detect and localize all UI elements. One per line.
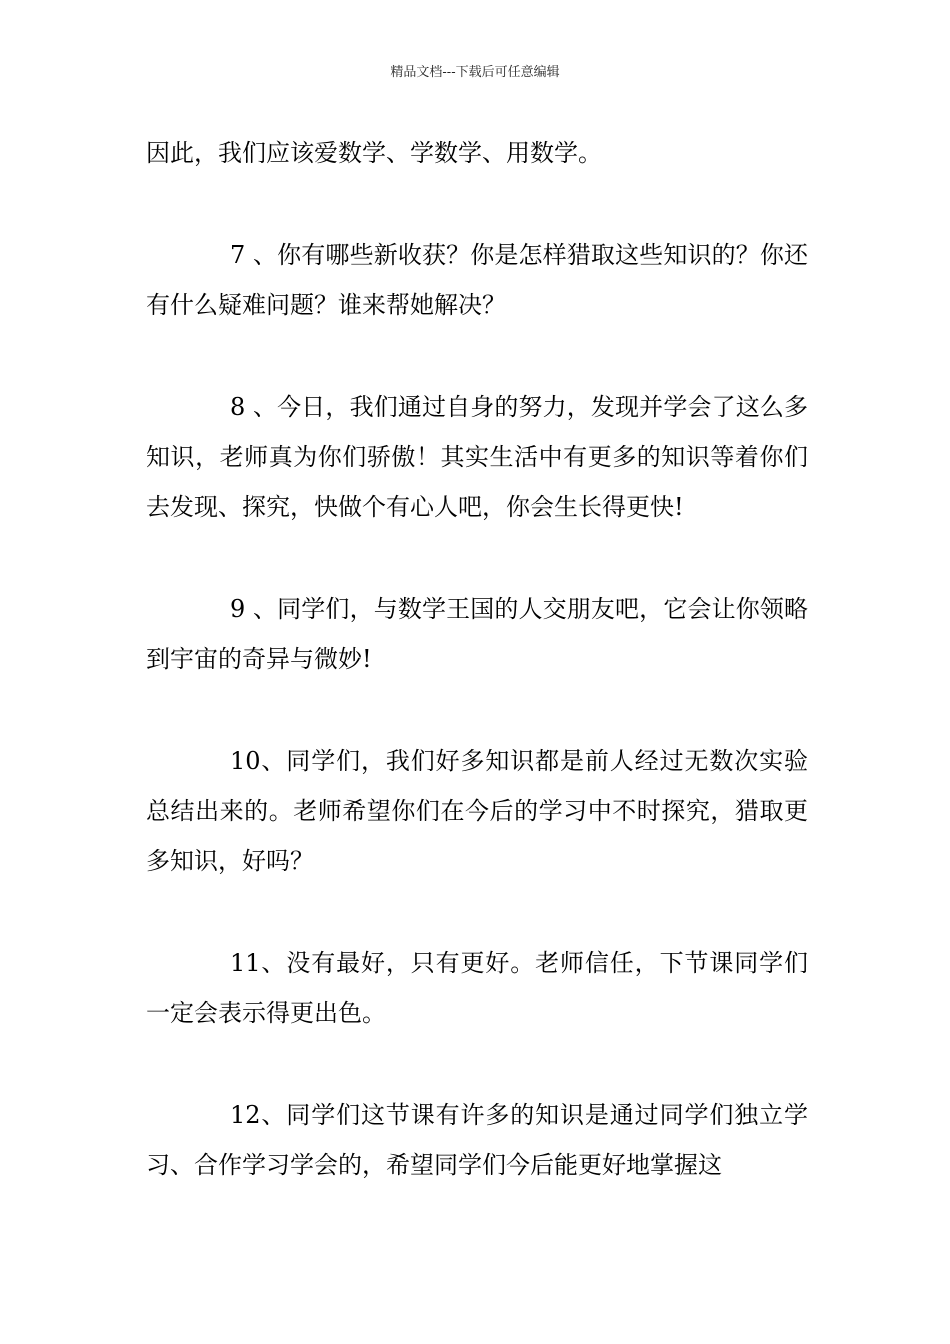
paragraph-conclusion: 因此，我们应该爱数学、学数学、用数学。 (146, 139, 602, 167)
paragraph-spacer (146, 684, 808, 736)
paragraph-spacer (146, 1038, 808, 1090)
document-body (146, 128, 808, 1190)
page-header: 精品文档---下载后可任意编辑 (390, 65, 560, 80)
paragraph-item-8: 8 、今日，我们通过自身的努力，发现并学会了这么多知识，老师真为你们骄傲！其实生活中有更多的知识等着你们去发现、探究，快做个有心人吧，你会生长得更快! (146, 393, 808, 521)
paragraph-spacer (146, 178, 808, 230)
paragraph-item-12: 12、同学们这节课有许多的知识是通过同学们独立学习、合作学习学会的，希望同学们今后能更好地掌握这 (146, 1101, 808, 1179)
paragraph-item-11: 11、没有最好，只有更好。老师信任，下节课同学们一定会表示得更出色。 (146, 949, 808, 1027)
paragraph-spacer (146, 532, 808, 584)
paragraph-item-9: 9 、同学们，与数学王国的人交朋友吧，它会让你领略到宇宙的奇异与微妙! (146, 595, 808, 673)
paragraph-spacer (146, 886, 808, 938)
paragraph-item-10: 10、同学们，我们好多知识都是前人经过无数次实验总结出来的。老师希望你们在今后的学习中不时探究，猎取更多知识，好吗？ (146, 747, 808, 875)
paragraph-item-7: 7 、你有哪些新收获？你是怎样猎取这些知识的？你还有什么疑难问题？谁来帮她解决？ (146, 241, 808, 319)
paragraph-spacer (146, 330, 808, 382)
